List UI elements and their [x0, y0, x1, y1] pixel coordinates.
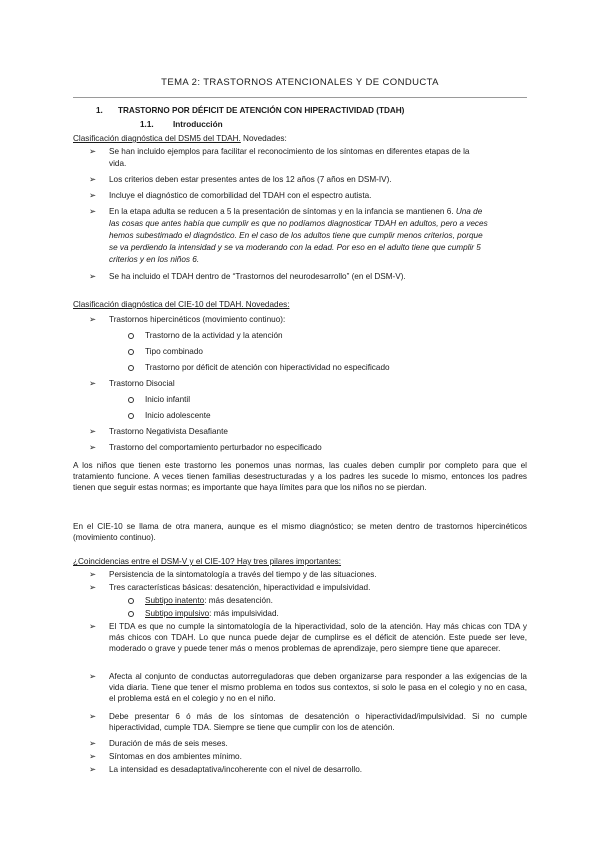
- paragraph: A los niños que tienen este trastorno les ponemos unas normas, las cuales deben cumplir por completo para que el tratamiento funcione. A veces tienen familias desestructuradas y a los padres les sucede lo mismo, entonces los padres tienen que seguir estas normas; es importante que haya límites para que los niños no se pierdan.: [73, 461, 527, 493]
- subsection-number: 1.1.: [140, 120, 154, 129]
- circle-bullet-icon: [128, 598, 134, 604]
- sub-list-item: Subtipo impulsivo: más impulsividad.: [145, 609, 279, 618]
- arrow-bullet-icon: ➢: [89, 206, 97, 216]
- coincidencias-heading: ¿Coincidencias entre el DSM-V y el CIE-10? Hay tres pilares importantes:: [73, 557, 342, 566]
- arrow-bullet-icon: ➢: [89, 671, 97, 681]
- list-item: Afecta al conjunto de conductas autorreguladoras que deben organizarse para responder a las exigencias de la vida diaria. Tiene que tener el mismo problema en todos sus contextos, si solo le pasa en el colegio y no en casa, el problema está en el colegio y no en el niño.: [109, 672, 527, 704]
- subsection-heading: Introducción: [173, 120, 223, 129]
- page-title: TEMA 2: TRASTORNOS ATENCIONALES Y DE CONDUCTA: [161, 77, 439, 88]
- arrow-bullet-icon: ➢: [89, 569, 97, 579]
- list-item: Debe presentar 6 ó más de los síntomas de desatención o hiperactividad/impulsividad. Si no cumple hiperactividad, cumple TDA. Siempre se tiene que cumplir con los de atención.: [109, 712, 527, 733]
- list-item: Los criterios deben estar presentes antes de los 12 años (7 años en DSM-IV).: [109, 175, 392, 184]
- arrow-bullet-icon: ➢: [89, 621, 97, 631]
- italic-note-line: se va perdiendo la intensidad y se va moderando con la edad. Por eso en el adulto tiene que cumplir 5: [109, 243, 481, 252]
- italic-note-line: criterios y en los niños 6.: [109, 255, 200, 264]
- arrow-bullet-icon: ➢: [89, 442, 97, 452]
- circle-bullet-icon: [128, 365, 134, 371]
- circle-bullet-icon: [128, 611, 134, 617]
- arrow-bullet-icon: ➢: [89, 751, 97, 761]
- list-item: Trastorno Disocial: [109, 379, 175, 388]
- list-item: Se han incluido ejemplos para facilitar el reconocimiento de los síntomas en diferentes etapas de la: [109, 147, 470, 156]
- list-item: La intensidad es desadaptativa/incoherente con el nivel de desarrollo.: [109, 765, 363, 774]
- list-item: Trastorno del comportamiento perturbador no especificado: [109, 443, 322, 452]
- paragraph: En el CIE-10 se llama de otra manera, aunque es el mismo diagnóstico; se meten dentro de trastornos hipercinéticos (movimiento continuo).: [73, 522, 527, 543]
- arrow-bullet-icon: ➢: [89, 146, 97, 156]
- list-item: Se ha incluido el TDAH dentro de “Trastornos del neurodesarrollo” (en el DSM-V).: [109, 272, 406, 281]
- arrow-bullet-icon: ➢: [89, 711, 97, 721]
- arrow-bullet-icon: ➢: [89, 764, 97, 774]
- italic-note-line: las cosas que antes había que cumplir es que no podíamos diagnosticar TDAH en adultos, pero a veces: [109, 219, 488, 228]
- circle-bullet-icon: [128, 397, 134, 403]
- circle-bullet-icon: [128, 413, 134, 419]
- circle-bullet-icon: [128, 349, 134, 355]
- arrow-bullet-icon: ➢: [89, 174, 97, 184]
- sub-list-item: Trastorno de la actividad y la atención: [145, 331, 283, 340]
- arrow-bullet-icon: ➢: [89, 314, 97, 324]
- sub-list-item: Subtipo inatento: más desatención.: [145, 596, 273, 605]
- list-item-continued: vida.: [109, 159, 127, 168]
- list-item: Incluye el diagnóstico de comorbilidad del TDAH con el espectro autista.: [109, 191, 372, 200]
- dsm5-heading: Clasificación diagnóstica del DSM5 del TDAH. Novedades:: [73, 134, 287, 143]
- arrow-bullet-icon: ➢: [89, 271, 97, 281]
- list-item: Trastorno Negativista Desafiante: [109, 427, 228, 436]
- italic-note-line: hemos subestimado el diagnóstico. En el caso de los adultos tiene que cumplir menos criterios, porque: [109, 231, 483, 240]
- sub-list-item: Tipo combinado: [145, 347, 203, 356]
- list-item: Tres características básicas: desatención, hiperactividad e impulsividad.: [109, 583, 371, 592]
- arrow-bullet-icon: ➢: [89, 738, 97, 748]
- arrow-bullet-icon: ➢: [89, 190, 97, 200]
- list-item: Trastornos hipercinéticos (movimiento continuo):: [109, 315, 286, 324]
- list-item: En la etapa adulta se reducen a 5 la presentación de síntomas y en la infancia se mantienen 6. Una de: [109, 207, 483, 216]
- sub-list-item: Inicio adolescente: [145, 411, 211, 420]
- list-item: Síntomas en dos ambientes mínimo.: [109, 752, 242, 761]
- list-item: Duración de más de seis meses.: [109, 739, 228, 748]
- circle-bullet-icon: [128, 333, 134, 339]
- title-divider: [73, 97, 527, 98]
- cie10-heading: Clasificación diagnóstica del CIE-10 del TDAH. Novedades:: [73, 300, 290, 309]
- section-number: 1.: [96, 106, 103, 115]
- list-item: El TDA es que no cumple la sintomatología de la hiperactividad, solo de la atención. Hay más chicas con TDA y más chicos con TDAH. Lo que nunca puede dejar de cumplirse es el déficit de atención. Este puede ser leve, moderado o grave y puede tener más o menos problemas de aprendizaje, pero siempre tiene que aparecer.: [109, 622, 527, 654]
- arrow-bullet-icon: ➢: [89, 582, 97, 592]
- section-heading: TRASTORNO POR DÉFICIT DE ATENCIÓN CON HIPERACTIVIDAD (TDAH): [118, 106, 405, 115]
- arrow-bullet-icon: ➢: [89, 378, 97, 388]
- arrow-bullet-icon: ➢: [89, 426, 97, 436]
- list-item: Persistencia de la sintomatología a través del tiempo y de las situaciones.: [109, 570, 377, 579]
- sub-list-item: Trastorno por déficit de atención con hiperactividad no especificado: [145, 363, 390, 372]
- sub-list-item: Inicio infantil: [145, 395, 191, 404]
